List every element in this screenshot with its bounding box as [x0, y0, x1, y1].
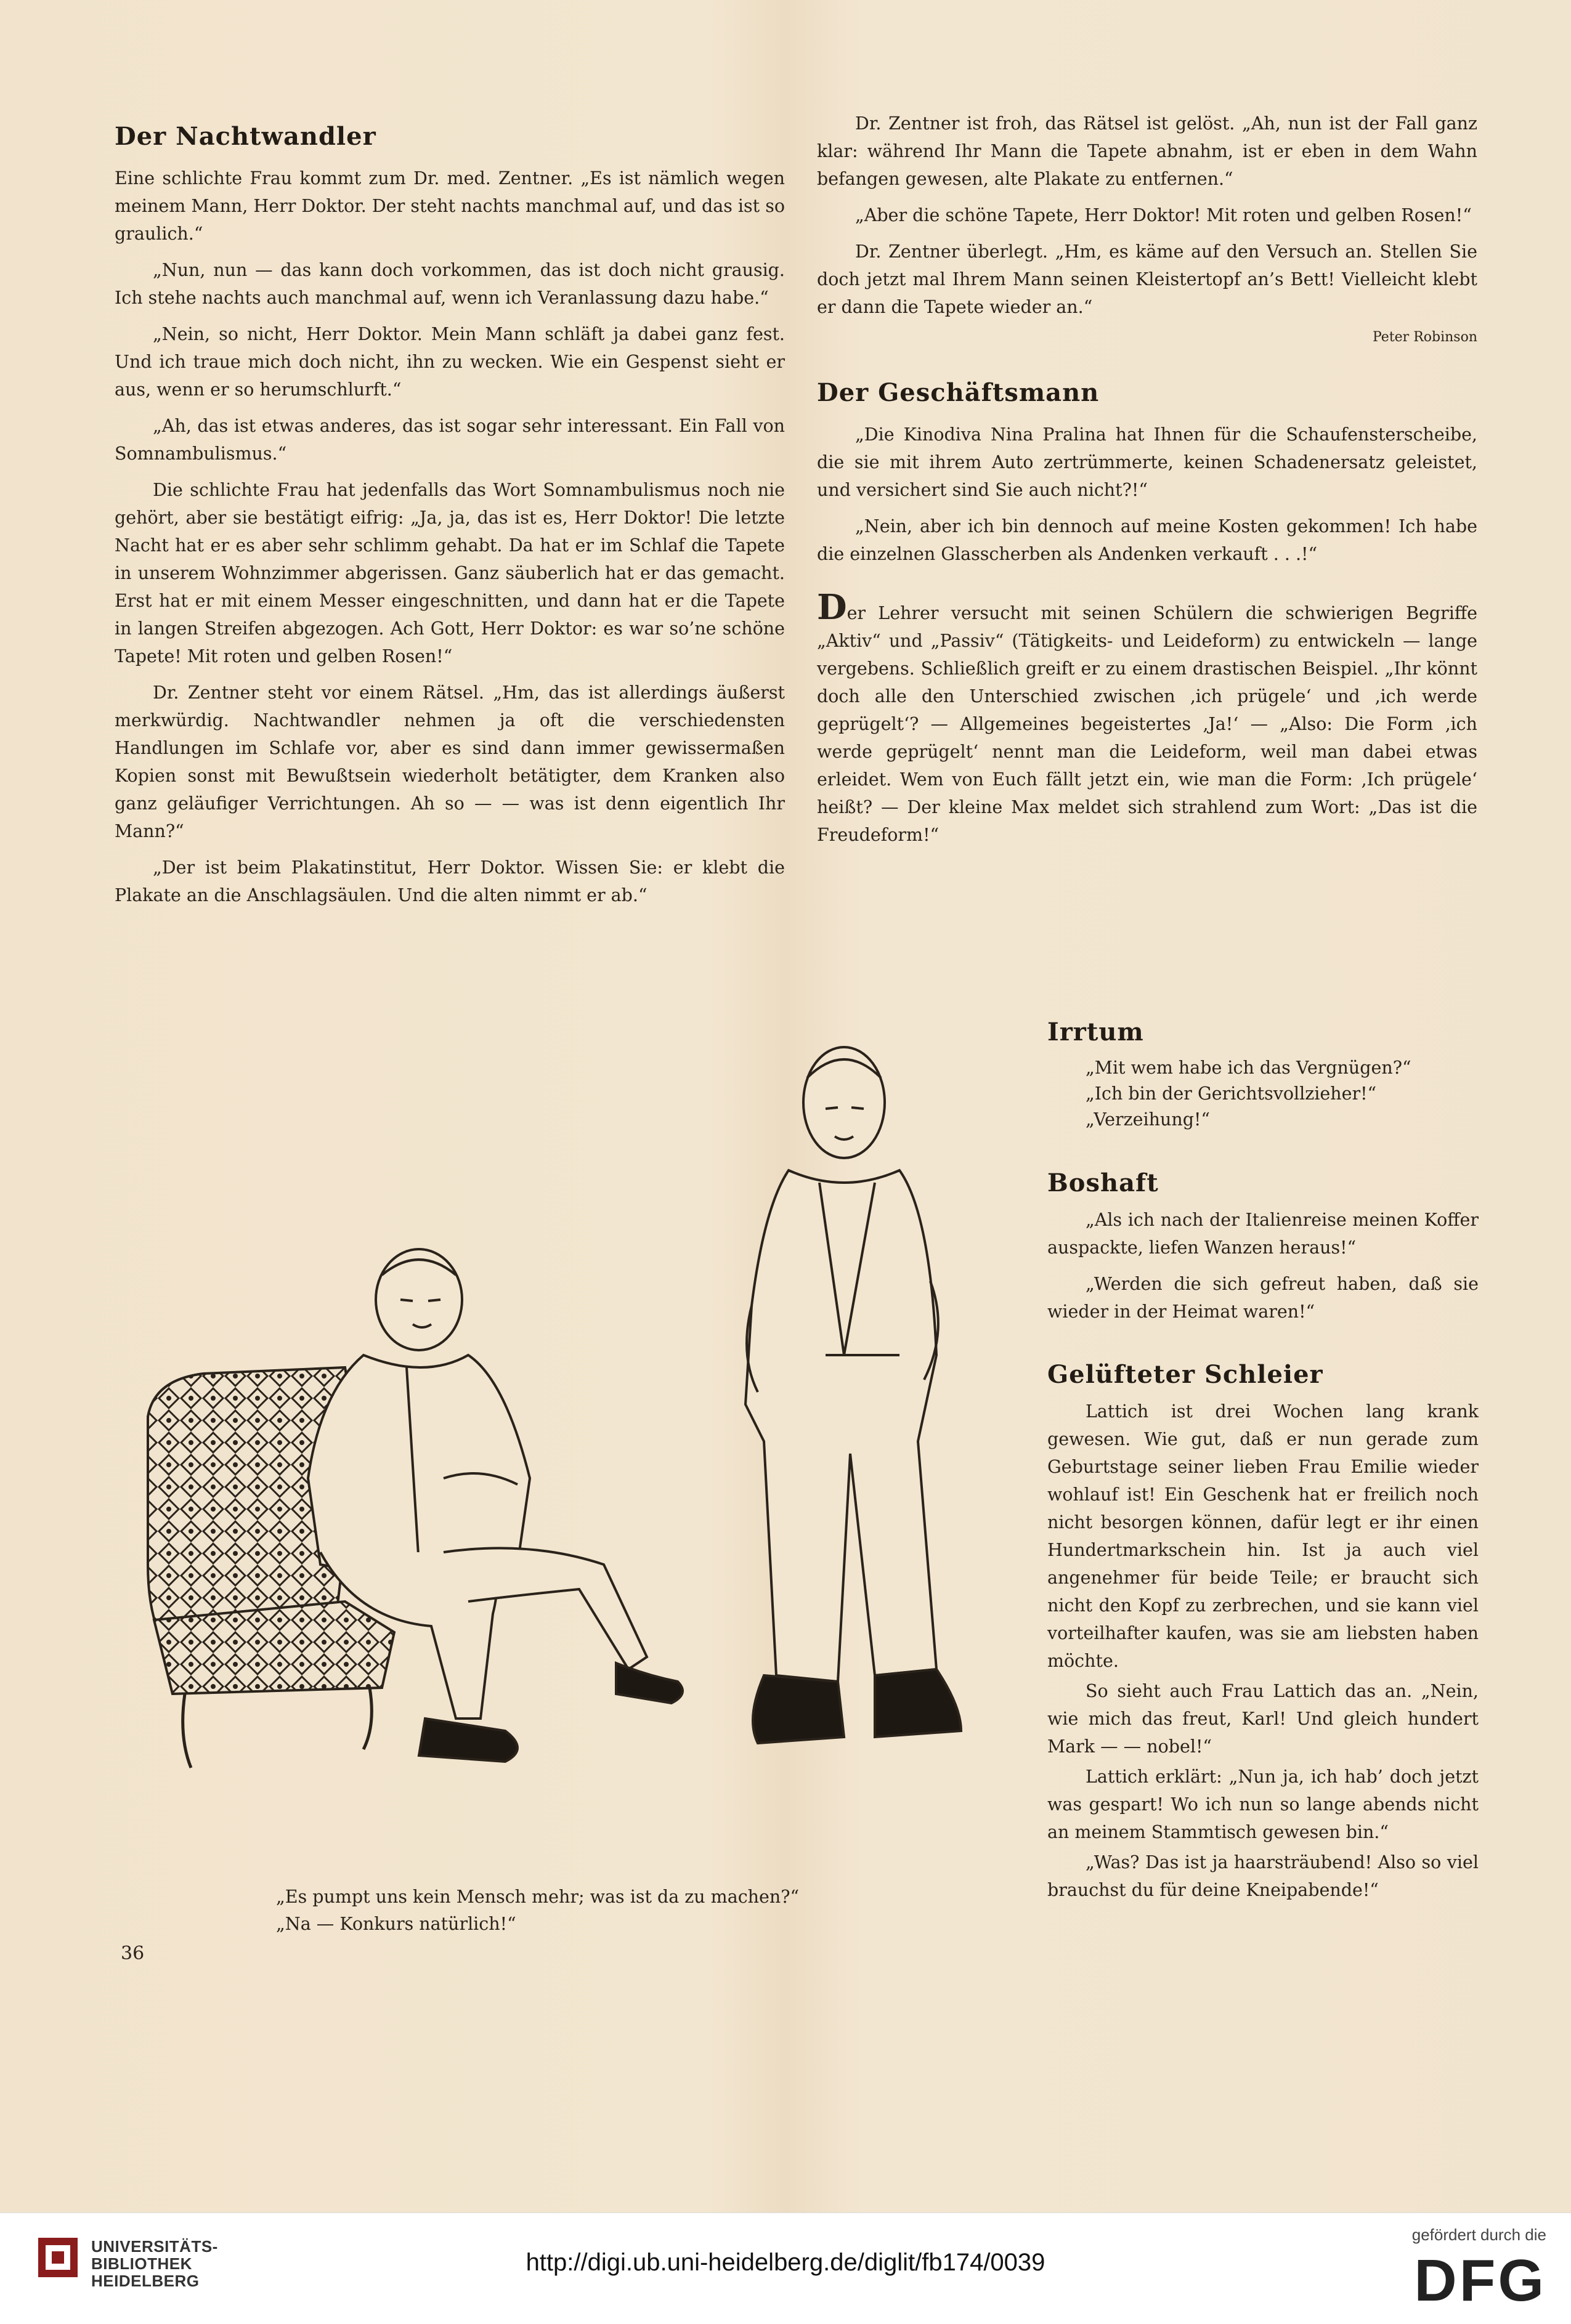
paragraph: Dr. Zentner steht vor einem Rätsel. „Hm, das ist allerdings äußerst merkwürdig. Nachtwandler nehmen ja oft die verschiedensten Handlungen im Schlafe vor, aber es sind dann immer gewissermaßen Kopien sonst mit Bewußtsein wiederholt betätigter, dem Kranken also ganz geläufiger Verrichtungen. Ah so — — was ist denn eigentlich Ihr Mann?“ — [115, 682, 785, 841]
heading-irrtum: Irrtum — [1047, 1018, 1144, 1047]
dialogue-line: „Mit wem habe ich das Vergnügen?“ — [1086, 1058, 1411, 1078]
paragraph: „Was? Das ist ja haarsträubend! Also so viel brauchst du für deine Kneipabende!“ — [1047, 1852, 1479, 1900]
standing-man-drawing — [745, 1047, 961, 1743]
paragraph: So sieht auch Frau Lattich das an. „Nein, wie mich das freut, Karl! Und gleich hundert Mark — — nobel!“ — [1047, 1681, 1479, 1757]
dfg-logo: DFG — [1414, 2248, 1546, 2314]
heading-boshaft: Boshaft — [1047, 1168, 1159, 1197]
logo-line: UNIVERSITÄTS- — [91, 2237, 218, 2256]
cartoon-illustration — [136, 1010, 1010, 1860]
irrtum-dialogue — [1047, 1055, 1479, 1133]
paragraph: „Als ich nach der Italienreise meinen Koffer auspackte, liefen Wanzen heraus!“ — [1047, 1210, 1479, 1258]
teacher-anecdote: Der Lehrer versucht mit seinen Schülern die schwierigen Begriffe „Aktiv“ und „Passiv“ (Tätigkeits- und Leideform) zu entwickeln — lange vergebens. Schließlich greift er zu einem drastischen Beispiel. „Ihr könnt doch alle den Unterschied zwischen ‚ich prügele‘ und ‚ich werde geprügelt‘? — Allgemeines begeistertes ‚Ja!‘ — „Also: Die Form ‚ich werde geprügelt‘ nennt man die Leideform, weil man dabei etwas erleidet. Wem von Euch fällt jetzt ein, wie man die Form: ‚Ich prügele‘ heißt? — Der kleine Max meldet sich strahlend zum Wort: „Das ist die Freudeform!“ — [817, 587, 1477, 845]
source-url-link[interactable]: http://digi.ub.uni-heidelberg.de/diglit/fb174/0039 — [526, 2249, 1045, 2276]
paragraph: Dr. Zentner überlegt. „Hm, es käme auf den Versuch an. Stellen Sie doch jetzt mal Ihrem Mann seinen Kleistertopf an’s Bett! Vielleicht klebt er dann die Tapete wieder an.“ — [817, 241, 1477, 317]
sponsor-note: gefördert durch die — [1411, 2225, 1546, 2244]
page-number: 36 — [121, 1943, 145, 1964]
paragraph: „Werden die sich gefreut haben, daß sie wieder in der Heimat waren!“ — [1047, 1274, 1479, 1322]
paragraph: „Der ist beim Plakatinstitut, Herr Doktor. Wissen Sie: er klebt die Plakate an die Anschlagsäulen. Und die alten nimmt er ab.“ — [115, 857, 785, 905]
heading-nachtwandler: Der Nachtwandler — [115, 122, 376, 151]
digitization-footer — [0, 2213, 1571, 2324]
paragraph: Die schlichte Frau hat jedenfalls das Wort Somnambulismus noch nie gehört, aber sie bestätigt eifrig: „Ja, ja, das ist es, Herr Doktor! Die letzte Nacht hat er es aber sehr schlimm gehabt. Da hat er im Schlaf die Tapete in unserem Wohnzimmer abgerissen. Ganz säuberlich hat er das gemacht. Erst hat er mit einem Messer eingeschnitten, und dann hat er die Tapete in langen Streifen abgezogen. Ach Gott, Herr Doktor: es war so’ne schöne Tapete! Mit roten und gelben Rosen!“ — [115, 480, 785, 666]
paragraph: „Nein, aber ich bin dennoch auf meine Kosten gekommen! Ich habe die einzelnen Glasscherben als Andenken verkauft . . .!“ — [817, 516, 1477, 564]
paragraph: „Ah, das ist etwas anderes, das ist sogar sehr interessant. Ein Fall von Somnambulismus.“ — [115, 416, 785, 464]
paragraph: „Die Kinodiva Nina Pralina hat Ihnen für die Schaufensterscheibe, die sie mit ihrem Auto zertrümmerte, keinen Schadenersatz geleistet, und versichert sind Sie auch nicht?!“ — [817, 424, 1477, 500]
paragraph: „Nun, nun — das kann doch vorkommen, das ist doch nicht grausig. Ich stehe nachts auch manchmal auf, wenn ich Veranlassung dazu habe.“ — [115, 260, 785, 308]
caption-line: „Es pumpt uns kein Mensch mehr; was ist da zu machen?“ — [276, 1887, 800, 1907]
left-column — [115, 122, 785, 918]
logo-line: BIBLIOTHEK — [91, 2254, 192, 2273]
author-signature: Peter Robinson — [1372, 330, 1477, 345]
paragraph: Dr. Zentner ist froh, das Rätsel ist gelöst. „Ah, nun ist der Fall ganz klar: während Ihr Mann die Tapete abnahm, ist er eben in dem Wahn befangen gewesen, alte Plakate zu entfernen.“ — [817, 113, 1477, 189]
heading-geschaeftsmann: Der Geschäftsmann — [817, 378, 1100, 407]
paragraph: Lattich erklärt: „Nun ja, ich hab’ doch jetzt was gespart! Wo ich nun so lange abends nicht an meinem Stammtisch gewesen bin.“ — [1047, 1767, 1479, 1842]
dialogue-line: „Verzeihung!“ — [1086, 1109, 1210, 1130]
paragraph: „Nein, so nicht, Herr Doktor. Mein Mann schläft ja dabei ganz fest. Und ich traue mich doch nicht, ihn zu wecken. Wie ein Gespenst sieht er aus, wenn er so herumschlurft.“ — [115, 324, 785, 400]
right-column — [817, 110, 1477, 857]
paragraph: Eine schlichte Frau kommt zum Dr. med. Zentner. „Es ist nämlich wegen meinem Mann, Herr Doktor. Der steht nachts manchmal auf, und das ist so graulich.“ — [115, 168, 785, 244]
logo-line: HEIDELBERG — [91, 2272, 200, 2290]
illustration-caption — [276, 1884, 799, 1938]
jokes-column — [1047, 1018, 1479, 1913]
dialogue-line: „Ich bin der Gerichtsvollzieher!“ — [1086, 1083, 1377, 1104]
heading-gelueftetem-schleier: Gelüfteter Schleier — [1047, 1360, 1323, 1389]
paragraph: Lattich ist drei Wochen lang krank gewesen. Wie gut, daß er nun gerade zum Geburtstage seiner lieben Frau Emilie wieder wohlauf ist! Ein Geschenk hat er freilich noch nicht besorgen können, dafür legt er ihr einen Hundertmarkschein hin. Ist ja auch viel angenehmer für beide Teile; er braucht sich nicht den Kopf zu zerbrechen, und sie kann viel vorteilhafter kaufen, was sie am liebsten haben möchte. — [1047, 1401, 1479, 1671]
caption-line: „Na — Konkurs natürlich!“ — [276, 1914, 516, 1934]
paragraph: „Aber die schöne Tapete, Herr Doktor! Mit roten und gelben Rosen!“ — [855, 205, 1472, 225]
